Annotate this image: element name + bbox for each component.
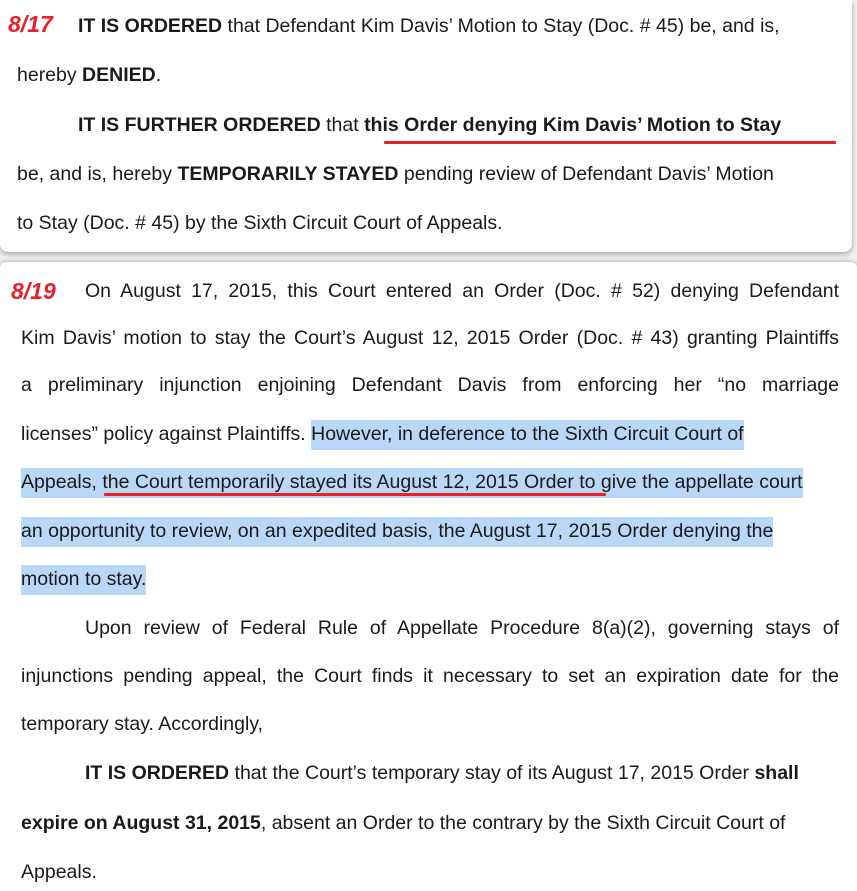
paragraph-1-line-4 bbox=[21, 421, 744, 447]
order-text: pending review of Defendant Davis’ Motion bbox=[398, 163, 774, 185]
ordered-phrase: IT IS ORDERED bbox=[78, 15, 223, 37]
highlighted-text: an opportunity to review, on an expedited basis, the August 17, 2015 Order denying the bbox=[21, 517, 773, 547]
order-text: that bbox=[320, 114, 365, 136]
paragraph-3-line-1 bbox=[85, 760, 799, 786]
highlighted-text: Appeals, bbox=[21, 468, 102, 498]
order-text: be, and is, hereby bbox=[17, 163, 178, 185]
order-text: to Stay (Doc. # 45) by the Sixth Circuit Court of Appeals. bbox=[17, 212, 503, 234]
paragraph-1-line-2: Kim Davis’ motion to stay the Court’s August 12, 2015 Order (Doc. # 43) granting Plaintiffs bbox=[21, 327, 839, 349]
underlined-phrase: this Order denying Kim Davis’ Motion to Stay bbox=[364, 114, 782, 136]
highlighted-text: However, in deference to the Sixth Circuit Court of bbox=[311, 420, 743, 450]
paragraph-text: , absent an Order to the contrary by the Sixth Circuit Court of bbox=[260, 812, 786, 834]
date-annotation-8-19: 8/19 bbox=[11, 278, 56, 304]
excerpt-card-8-19 bbox=[0, 262, 857, 891]
highlighted-text: motion to stay. bbox=[21, 565, 146, 595]
order-line-2 bbox=[17, 62, 161, 88]
paragraph-text: that the Court’s temporary stay of its August 17, 2015 Order bbox=[229, 762, 755, 784]
denied-phrase: DENIED bbox=[82, 64, 156, 86]
highlighted-underlined-text: the Court temporarily stayed its August 12, 2015 Order bbox=[102, 468, 574, 498]
highlighted-text: to give the appellate court bbox=[574, 468, 803, 498]
order-line-1 bbox=[78, 13, 780, 39]
paragraph-3-line-2 bbox=[21, 810, 785, 836]
red-underline-annotation bbox=[384, 141, 836, 144]
temporarily-stayed-phrase: TEMPORARILY STAYED bbox=[177, 163, 399, 185]
order-text: that Defendant Kim Davis’ Motion to Stay (Doc. # 45) be, and is, bbox=[222, 15, 780, 37]
order-text: hereby bbox=[17, 64, 83, 86]
paragraph-2-line-1: Upon review of Federal Rule of Appellate Procedure 8(a)(2), governing stays of bbox=[85, 617, 839, 639]
shall-phrase: shall bbox=[754, 762, 799, 784]
further-order-line-3 bbox=[17, 210, 503, 236]
further-order-line-1 bbox=[78, 112, 781, 138]
paragraph-1-line-5 bbox=[21, 469, 803, 495]
excerpt-card-8-17 bbox=[0, 0, 852, 252]
order-text: . bbox=[155, 64, 162, 86]
paragraph-3-line-3: Appeals. bbox=[21, 861, 97, 883]
expiration-date-phrase: expire on August 31, 2015 bbox=[21, 812, 261, 834]
further-order-line-2 bbox=[17, 161, 774, 187]
paragraph-2-line-3: temporary stay. Accordingly, bbox=[21, 713, 264, 735]
paragraph-1-line-6 bbox=[21, 518, 773, 544]
paragraph-text: licenses” policy against Plaintiffs. bbox=[21, 423, 312, 445]
paragraph-1-line-7 bbox=[21, 566, 146, 592]
ordered-phrase: IT IS ORDERED bbox=[85, 762, 230, 784]
paragraph-1-line-1: On August 17, 2015, this Court entered an Order (Doc. # 52) denying Defendant bbox=[85, 280, 839, 302]
date-annotation-8-17: 8/17 bbox=[8, 11, 53, 37]
red-underline-annotation bbox=[104, 493, 606, 496]
paragraph-2-line-2: injunctions pending appeal, the Court finds it necessary to set an expiration date for the bbox=[21, 665, 839, 687]
paragraph-1-line-3: a preliminary injunction enjoining Defendant Davis from enforcing her “no marriage bbox=[21, 374, 839, 396]
further-ordered-phrase: IT IS FURTHER ORDERED bbox=[78, 114, 321, 136]
